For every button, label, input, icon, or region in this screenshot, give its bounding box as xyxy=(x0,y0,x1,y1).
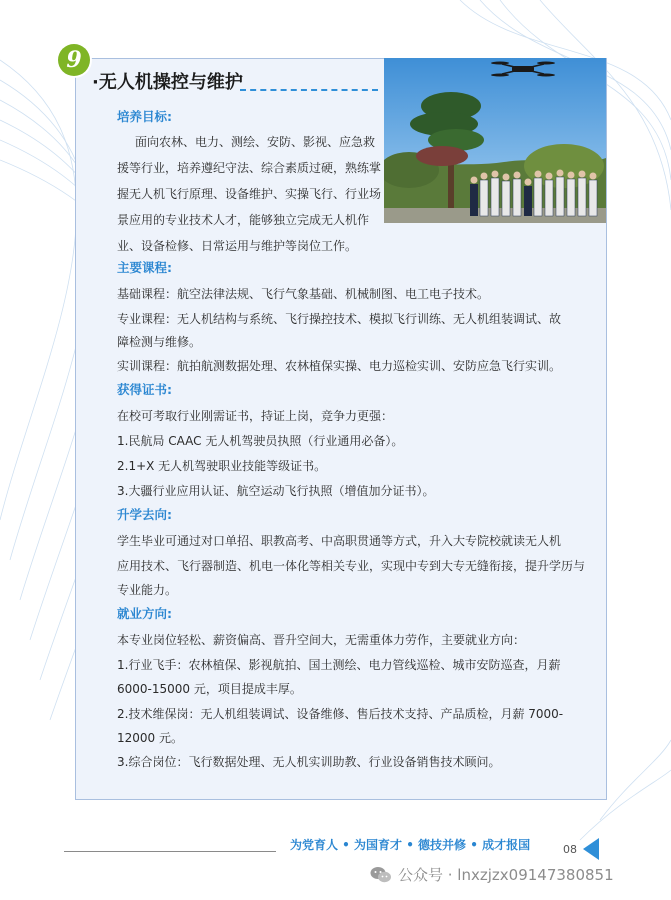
job-line: 12000 元。 xyxy=(117,731,183,745)
goal-line: 握无人机飞行原理、设备维护、实操飞行、行业场 xyxy=(117,187,382,201)
section-heading-further-study: 升学去向: xyxy=(117,507,172,522)
page-title: ·无人机操控与维护 xyxy=(92,72,243,93)
goal-line: 景应用的专业技术人才，能够独立完成无人机作 xyxy=(117,213,370,227)
goal-line: 业、设备检修、日常运用与维护等岗位工作。 xyxy=(117,239,358,253)
job-line: 6000-15000 元，项目提成丰厚。 xyxy=(117,682,302,696)
cert-line: 1.民航局 CAAC 无人机驾驶员执照（行业通用必备）。 xyxy=(117,434,404,448)
course-line: 实训课程：航拍航测数据处理、农林植保实操、电力巡检实训、安防应急飞行实训。 xyxy=(117,359,562,373)
course-line: 专业课程：无人机结构与系统、飞行操控技术、模拟飞行训练、无人机组装调试、故 xyxy=(117,312,562,326)
footer-slogan: 为党育人 • 为国育才 • 德技并修 • 成才报国 xyxy=(290,838,531,852)
watermark xyxy=(370,864,614,885)
cert-line: 2.1+X 无人机驾驶职业技能等级证书。 xyxy=(117,459,327,473)
further-study-line: 应用技术、飞行器制造、机电一体化等相关专业，实现中专到大专无缝衔接，提升学历与 xyxy=(117,559,586,573)
further-study-line: 学生毕业可通过对口单招、职教高考、中高职贯通等方式，升入大专院校就读无人机 xyxy=(117,534,562,548)
page-arrow-icon xyxy=(583,838,599,860)
title-dashed-rule xyxy=(240,89,378,91)
goal-line: 面向农林、电力、测绘、安防、影视、应急救 xyxy=(135,135,376,149)
section-heading-jobs: 就业方向: xyxy=(117,606,172,621)
cert-line: 在校可考取行业刚需证书，持证上岗，竞争力更强： xyxy=(117,409,394,423)
further-study-line: 专业能力。 xyxy=(117,583,178,597)
job-line: 1.行业飞手：农林植保、影视航拍、国土测绘、电力管线巡检、城市安防巡查，月薪 xyxy=(117,658,561,672)
course-line: 基础课程：航空法律法规、飞行气象基础、机械制图、电工电子技术。 xyxy=(117,287,490,301)
page-number: 08 xyxy=(563,843,577,856)
footer-rule xyxy=(64,851,276,852)
section-heading-courses: 主要课程: xyxy=(117,260,172,275)
cert-line: 3.大疆行业应用认证、航空运动飞行执照（增值加分证书）。 xyxy=(117,484,435,498)
wechat-icon xyxy=(370,866,392,884)
goal-line: 援等行业，培养遵纪守法、综合素质过硬，熟练掌 xyxy=(117,161,382,175)
watermark-text: 公众号 · lnxzjzx09147380851 xyxy=(398,866,614,884)
job-line: 2.技术维保岗：无人机组装调试、设备维修、售后技术支持、产品质检，月薪 7000- xyxy=(117,707,564,721)
job-line: 本专业岗位轻松、薪资偏高、晋升空间大，无需重体力劳作，主要就业方向： xyxy=(117,633,526,647)
section-heading-certs: 获得证书: xyxy=(117,382,172,397)
drone-class-photo xyxy=(384,58,606,223)
section-number-badge: 9 xyxy=(58,44,90,76)
course-line: 障检测与维修。 xyxy=(117,335,202,349)
section-heading-goal: 培养目标: xyxy=(117,109,172,124)
job-line: 3.综合岗位：飞行数据处理、无人机实训助教、行业设备销售技术顾问。 xyxy=(117,755,501,769)
